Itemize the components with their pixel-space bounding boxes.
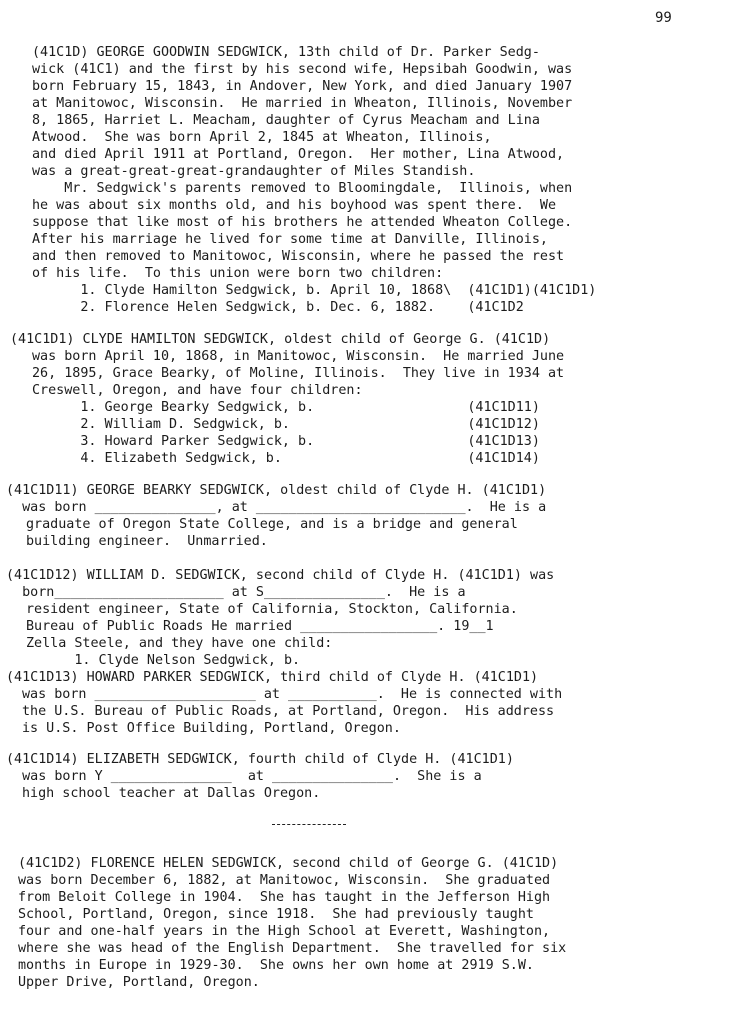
text-line: born_____________________ at S_______________. He is a — [6, 585, 466, 600]
text-line: 4. Elizabeth Sedgwick, b. (41C1D14) — [32, 451, 540, 466]
text-line: four and one-half years in the High School at Everett, Washington, — [18, 924, 551, 939]
text-line: was born December 6, 1882, at Manitowoc, Wisconsin. She graduated — [18, 873, 551, 888]
text-line: of his life. To this union were born two children: — [32, 266, 444, 281]
text-line: Bureau of Public Roads He married _________________. 19__1 — [26, 619, 494, 634]
text-line: (41C1D13) HOWARD PARKER SEDGWICK, third child of Clyde H. (41C1D1) — [6, 670, 539, 685]
dashed-separator — [272, 824, 346, 825]
text-line: from Beloit College in 1904. She has taught in the Jefferson High — [18, 890, 551, 905]
text-line: 1. George Bearky Sedgwick, b. (41C1D11) — [32, 400, 540, 415]
text-line: (41C1D1) CLYDE HAMILTON SEDGWICK, oldest child of George G. (41C1D) — [10, 332, 551, 347]
text-line: Atwood. She was born April 2, 1845 at Wheaton, Illinois, — [32, 130, 492, 145]
text-line: 8, 1865, Harriet L. Meacham, daughter of Cyrus Meacham and Lina — [32, 113, 540, 128]
text-line: wick (41C1) and the first by his second wife, Hepsibah Goodwin, was — [32, 62, 573, 77]
text-line: (41C1D11) GEORGE BEARKY SEDGWICK, oldest child of Clyde H. (41C1D1) — [6, 483, 547, 498]
text-line: 26, 1895, Grace Bearky, of Moline, Illinois. They live in 1934 at — [32, 366, 565, 381]
text-line: at Manitowoc, Wisconsin. He married in Wheaton, Illinois, November — [32, 96, 573, 111]
text-line: and died April 1911 at Portland, Oregon. Her mother, Lina Atwood, — [32, 147, 565, 162]
text-line: Zella Steele, and they have one child: — [26, 636, 333, 651]
text-line: School, Portland, Oregon, since 1918. She had previously taught — [18, 907, 534, 922]
text-line: where she was head of the English Department. She travelled for six — [18, 941, 567, 956]
text-line: 1. Clyde Nelson Sedgwick, b. — [26, 653, 301, 668]
text-line: high school teacher at Dallas Oregon. — [22, 786, 321, 801]
text-line: After his marriage he lived for some time at Danville, Illinois, — [32, 232, 548, 247]
text-line: 1. Clyde Hamilton Sedgwick, b. April 10, 1868\ (41C1D1)(41C1D1) — [32, 283, 597, 298]
text-line: building engineer. Unmarried. — [26, 534, 268, 549]
text-line: was a great-great-great-grandaughter of Miles Standish. — [32, 164, 476, 179]
text-line: 2. Florence Helen Sedgwick, b. Dec. 6, 1882. (41C1D2 — [32, 300, 524, 315]
text-line: Upper Drive, Portland, Oregon. — [18, 975, 260, 990]
text-line: (41C1D14) ELIZABETH SEDGWICK, fourth child of Clyde H. (41C1D1) — [6, 752, 514, 767]
text-line: Creswell, Oregon, and have four children: — [32, 383, 363, 398]
text-line: (41C1D) GEORGE GOODWIN SEDGWICK, 13th child of Dr. Parker Sedg- — [32, 45, 540, 60]
text-line: was born _______________, at __________________________. He is a — [6, 500, 547, 515]
text-line: is U.S. Post Office Building, Portland, Oregon. — [22, 721, 401, 736]
text-line: he was about six months old, and his boyhood was spent there. We — [32, 198, 557, 213]
text-line: Mr. Sedgwick's parents removed to Bloomingdale, Illinois, when — [32, 181, 573, 196]
text-line: and then removed to Manitowoc, Wisconsin, where he passed the rest — [32, 249, 565, 264]
text-line: months in Europe in 1929-30. She owns her own home at 2919 S.W. — [18, 958, 534, 973]
text-line: 3. Howard Parker Sedgwick, b. (41C1D13) — [32, 434, 540, 449]
text-line: was born April 10, 1868, in Manitowoc, Wisconsin. He married June — [32, 349, 565, 364]
text-line: born February 15, 1843, in Andover, New York, and died January 1907 — [32, 79, 573, 94]
text-line: was born ____________________ at ___________. He is connected with — [22, 687, 563, 702]
text-line: (41C1D2) FLORENCE HELEN SEDGWICK, second child of George G. (41C1D) — [18, 856, 559, 871]
text-line: suppose that like most of his brothers he attended Wheaton College. — [32, 215, 573, 230]
text-line: (41C1D12) WILLIAM D. SEDGWICK, second child of Clyde H. (41C1D1) was — [6, 568, 555, 583]
text-line: was born Y _______________ at _______________. She is a — [6, 769, 482, 784]
text-line: 2. William D. Sedgwick, b. (41C1D12) — [32, 417, 540, 432]
text-line: resident engineer, State of California, Stockton, California. — [26, 602, 518, 617]
page-number: 99 — [655, 10, 672, 26]
text-line: graduate of Oregon State College, and is a bridge and general — [26, 517, 518, 532]
text-line: the U.S. Bureau of Public Roads, at Portland, Oregon. His address — [22, 704, 555, 719]
